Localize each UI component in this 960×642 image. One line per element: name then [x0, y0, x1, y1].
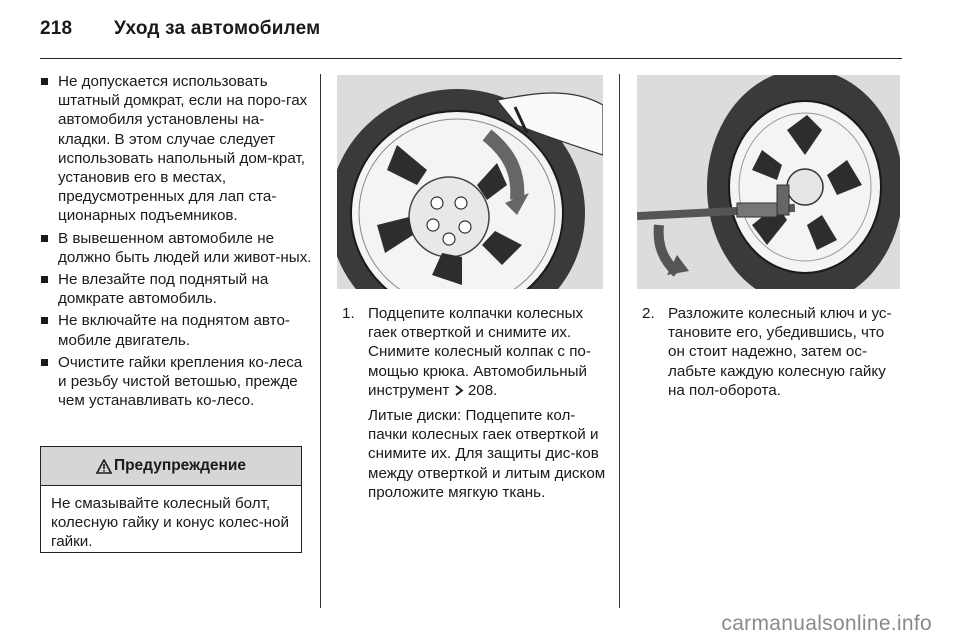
page-header: [40, 18, 320, 40]
bullet-item: Очистите гайки крепления ко-леса и резьбу чистой ветошью, прежде чем устанавливать ко-лесо.: [40, 353, 312, 411]
wheel-cover-removal-illustration: [337, 75, 603, 289]
step-number: 2.: [642, 305, 655, 322]
bullet-item: В вывешенном автомобиле не должно быть людей или живот-ных.: [40, 229, 312, 267]
warning-header: [41, 447, 301, 486]
page-title: Уход за автомобилем: [114, 18, 321, 39]
wheel-wrench-illustration: [637, 75, 900, 289]
warning-title: Предупреждение: [113, 457, 247, 474]
bullet-square-icon: [41, 235, 48, 242]
warning-triangle-icon: [96, 459, 112, 474]
header-rule: [40, 58, 902, 59]
page-number: 218: [40, 18, 73, 39]
safety-notes-column: [40, 72, 312, 413]
column-divider-right: [619, 74, 620, 608]
warning-text: Не смазывайте колесный болт, колесную гайку и конус колес-ной гайки.: [51, 495, 289, 551]
step-note: Литые диски: Подцепите кол-пачки колесных гаек отверткой и снимите их. Для защиты дис-ков между отверткой и литым диском проложите мягкую ткань.: [368, 407, 606, 501]
step-1: [342, 304, 606, 502]
step-2: [642, 304, 904, 400]
column-divider-left: [320, 74, 321, 608]
warning-box: [40, 446, 302, 553]
step-text: Разложите колесный ключ и ус-тановите его, убедившись, что он стоит надежно, затем ос-лабьте каждую колесную гайку на пол-оборота.: [668, 305, 892, 399]
bullet-square-icon: [41, 276, 48, 283]
bullet-item: Не включайте на поднятом авто-мобиле двигатель.: [40, 311, 312, 349]
bullet-square-icon: [41, 317, 48, 324]
bullet-item: Не допускается использовать штатный домкрат, если на поро-гах автомобиля установлены на-кладки. В этом случае следует использовать напольный дом-крат, установив его в местах, предусмотренных для лап ста-ционарных подъемников.: [40, 72, 312, 226]
page-ref: 208.: [467, 381, 498, 399]
bullet-item: Не влезайте под поднятый на домкрате автомобиль.: [40, 270, 312, 308]
step-number: 1.: [342, 305, 355, 322]
step-text: Подцепите колпачки колесных гаек отверткой и снимите их. Снимите колесный колпак с по-мощью крюка. Автомобильный инструмент: [368, 305, 591, 399]
watermark: carmanualsonline.info: [721, 612, 932, 635]
bullet-list: [40, 72, 312, 410]
bullet-square-icon: [41, 359, 48, 366]
bullet-square-icon: [41, 78, 48, 85]
page-ref-arrow-icon: [454, 385, 464, 396]
